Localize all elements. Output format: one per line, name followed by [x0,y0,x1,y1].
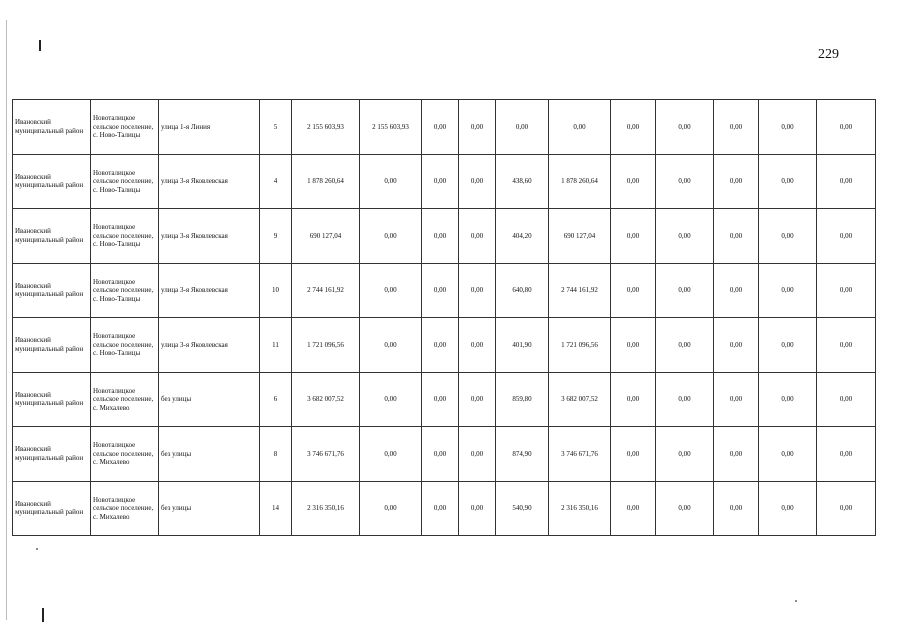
value-cell-5: 401,90 [496,318,549,373]
value-cell-7: 0,00 [611,318,656,373]
street-cell: улица 1-я Линия [159,100,260,155]
value-cell-6: 3 746 671,76 [549,427,611,482]
table-body [13,100,876,536]
district-cell: Ивановский муниципальный район [13,209,91,264]
value-cell-7: 0,00 [611,263,656,318]
value-cell-11: 0,00 [817,263,876,318]
district-cell: Ивановский муниципальный район [13,154,91,209]
value-cell-1: 3 682 007,52 [292,372,360,427]
value-cell-8: 0,00 [656,481,714,536]
district-cell: Ивановский муниципальный район [13,263,91,318]
value-cell-8: 0,00 [656,209,714,264]
value-cell-5: 874,90 [496,427,549,482]
value-cell-4: 0,00 [459,372,496,427]
value-cell-3: 0,00 [422,154,459,209]
street-cell: улица 3-я Яковлевская [159,318,260,373]
value-cell-5: 859,80 [496,372,549,427]
value-cell-7: 0,00 [611,481,656,536]
street-cell: без улицы [159,372,260,427]
value-cell-3: 0,00 [422,100,459,155]
value-cell-2: 0,00 [360,318,422,373]
value-cell-5: 404,20 [496,209,549,264]
value-cell-10: 0,00 [759,372,817,427]
value-cell-4: 0,00 [459,263,496,318]
value-cell-3: 0,00 [422,318,459,373]
value-cell-6: 1 878 260,64 [549,154,611,209]
house-number-cell: 10 [260,263,292,318]
value-cell-6: 690 127,04 [549,209,611,264]
value-cell-10: 0,00 [759,481,817,536]
value-cell-7: 0,00 [611,154,656,209]
value-cell-7: 0,00 [611,100,656,155]
table-row [13,372,876,427]
house-number-cell: 8 [260,427,292,482]
street-cell: улица 3-я Яковлевская [159,154,260,209]
value-cell-2: 2 155 603,93 [360,100,422,155]
value-cell-11: 0,00 [817,318,876,373]
table-row [13,100,876,155]
district-cell: Ивановский муниципальный район [13,318,91,373]
scan-speck [795,600,797,602]
value-cell-2: 0,00 [360,372,422,427]
district-cell: Ивановский муниципальный район [13,481,91,536]
value-cell-6: 1 721 096,56 [549,318,611,373]
house-number-cell: 4 [260,154,292,209]
table-row [13,209,876,264]
value-cell-2: 0,00 [360,154,422,209]
house-number-cell: 6 [260,372,292,427]
house-number-cell: 14 [260,481,292,536]
settlement-cell: Новоталицкое сельское поселение, с. Михалево [91,427,159,482]
value-cell-9: 0,00 [714,427,759,482]
value-cell-9: 0,00 [714,318,759,373]
value-cell-11: 0,00 [817,209,876,264]
value-cell-7: 0,00 [611,372,656,427]
house-number-cell: 5 [260,100,292,155]
value-cell-2: 0,00 [360,209,422,264]
value-cell-7: 0,00 [611,209,656,264]
table-row [13,427,876,482]
table-row [13,263,876,318]
value-cell-4: 0,00 [459,481,496,536]
value-cell-5: 438,60 [496,154,549,209]
value-cell-8: 0,00 [656,372,714,427]
value-cell-8: 0,00 [656,154,714,209]
scan-mark-top [39,40,41,51]
settlement-cell: Новоталицкое сельское поселение, с. Ново-Талицы [91,318,159,373]
value-cell-6: 3 682 007,52 [549,372,611,427]
value-cell-9: 0,00 [714,154,759,209]
house-number-cell: 9 [260,209,292,264]
house-number-cell: 11 [260,318,292,373]
settlement-cell: Новоталицкое сельское поселение, с. Ново-Талицы [91,209,159,264]
value-cell-3: 0,00 [422,481,459,536]
district-cell: Ивановский муниципальный район [13,100,91,155]
value-cell-9: 0,00 [714,100,759,155]
street-cell: без улицы [159,427,260,482]
value-cell-8: 0,00 [656,427,714,482]
value-cell-9: 0,00 [714,372,759,427]
value-cell-11: 0,00 [817,481,876,536]
value-cell-11: 0,00 [817,100,876,155]
settlement-cell: Новоталицкое сельское поселение, с. Ново-Талицы [91,263,159,318]
value-cell-1: 3 746 671,76 [292,427,360,482]
value-cell-11: 0,00 [817,372,876,427]
value-cell-5: 640,80 [496,263,549,318]
value-cell-8: 0,00 [656,100,714,155]
value-cell-9: 0,00 [714,209,759,264]
value-cell-10: 0,00 [759,427,817,482]
value-cell-1: 2 155 603,93 [292,100,360,155]
value-cell-6: 2 744 161,92 [549,263,611,318]
scan-speck [36,548,38,550]
value-cell-1: 1 878 260,64 [292,154,360,209]
value-cell-10: 0,00 [759,209,817,264]
value-cell-11: 0,00 [817,154,876,209]
district-cell: Ивановский муниципальный район [13,372,91,427]
street-cell: без улицы [159,481,260,536]
value-cell-4: 0,00 [459,154,496,209]
settlement-cell: Новоталицкое сельское поселение, с. Михалево [91,372,159,427]
district-cell: Ивановский муниципальный район [13,427,91,482]
value-cell-2: 0,00 [360,263,422,318]
page-number: 229 [818,47,839,62]
value-cell-1: 1 721 096,56 [292,318,360,373]
value-cell-3: 0,00 [422,263,459,318]
settlement-cell: Новоталицкое сельское поселение, с. Михалево [91,481,159,536]
value-cell-4: 0,00 [459,209,496,264]
value-cell-7: 0,00 [611,427,656,482]
scan-edge-line [6,20,7,620]
value-cell-10: 0,00 [759,154,817,209]
value-cell-2: 0,00 [360,481,422,536]
value-cell-4: 0,00 [459,100,496,155]
housing-fund-table [12,99,876,536]
value-cell-5: 0,00 [496,100,549,155]
table-row [13,318,876,373]
value-cell-11: 0,00 [817,427,876,482]
scan-mark-bottom [42,608,44,622]
value-cell-4: 0,00 [459,318,496,373]
value-cell-2: 0,00 [360,427,422,482]
value-cell-1: 2 316 350,16 [292,481,360,536]
value-cell-1: 690 127,04 [292,209,360,264]
value-cell-5: 540,90 [496,481,549,536]
value-cell-4: 0,00 [459,427,496,482]
street-cell: улица 3-я Яковлевская [159,209,260,264]
value-cell-8: 0,00 [656,263,714,318]
value-cell-10: 0,00 [759,263,817,318]
value-cell-3: 0,00 [422,427,459,482]
value-cell-6: 2 316 350,16 [549,481,611,536]
table-row [13,154,876,209]
settlement-cell: Новоталицкое сельское поселение, с. Ново-Талицы [91,100,159,155]
street-cell: улица 3-я Яковлевская [159,263,260,318]
value-cell-10: 0,00 [759,100,817,155]
value-cell-3: 0,00 [422,209,459,264]
table-row [13,481,876,536]
value-cell-9: 0,00 [714,481,759,536]
value-cell-3: 0,00 [422,372,459,427]
value-cell-1: 2 744 161,92 [292,263,360,318]
value-cell-10: 0,00 [759,318,817,373]
value-cell-8: 0,00 [656,318,714,373]
value-cell-6: 0,00 [549,100,611,155]
value-cell-9: 0,00 [714,263,759,318]
settlement-cell: Новоталицкое сельское поселение, с. Ново-Талицы [91,154,159,209]
